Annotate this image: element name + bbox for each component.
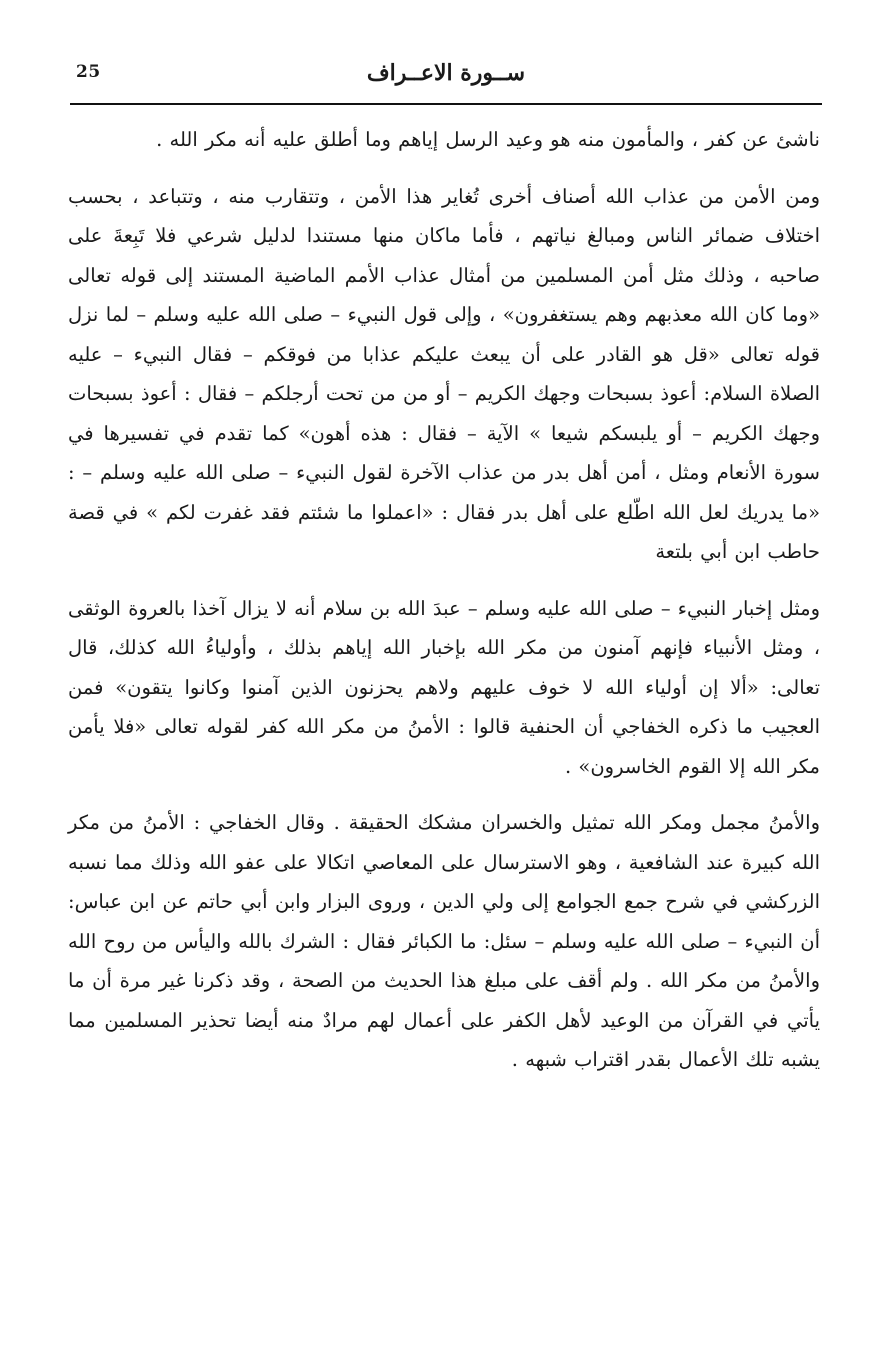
page-number: 25	[76, 62, 101, 82]
paragraph: ومثل إخبار النبيء – صلى الله عليه وسلم – عبدَ الله بن سلام أنه لا يزال آخذا بالعروة الوثقى ، ومثل الأنبياء فإنهم آمنون من مكر الله بإخبار الله إياهم بذلك ، وأولياءُ الله كذلك، قال تعالى: «ألا إن أولياء الله لا خوف عليهم ولاهم يحزنون الذين آمنوا وكانوا يتقون» فمن العجيب ما ذكره الخفاجي أن الحنفية قالوا : الأمنُ من مكر الله كفر لقوله تعالى «فلا يأمن مكر الله إلا القوم الخاسرون» .	[68, 596, 821, 778]
page-body	[68, 120, 820, 1080]
header-divider	[70, 103, 822, 105]
paragraph: والأمنُ مجمل ومكر الله تمثيل والخسران مشكك الحقيقة . وقال الخفاجي : الأمنُ من مكر الله كبيرة عند الشافعية ، وهو الاسترسال على المعاصي اتكالا على عفو الله وذلك مما نسبه الزركشي في شرح جمع الجوامع إلى ولي الدين ، وروى البزار وابن أبي حاتم عن ابن عباس: أن النبيء – صلى الله عليه وسلم – سئل: ما الكبائر فقال : الشرك بالله واليأس من روح الله والأمنُ من مكر الله . ولم أقف على مبلغ هذا الحديث من الصحة ، وقد ذكرنا غير مرة أن ما يأتي في القرآن من الوعيد لأهل الكفر على أعمال لهم مرادٌ منه أيضا تحذير المسلمين مما يشبه تلك الأعمال بقدر اقتراب شبهه .	[68, 811, 820, 1071]
running-title: ســورة الاعــراف	[366, 60, 526, 86]
paragraph: ومن الأمن من عذاب الله أصناف أخرى تُغاير هذا الأمن ، وتتقارب منه ، وتتباعد ، بحسب اختلاف ضمائر الناس ومبالغ نياتهم ، فأما ماكان منها مستندا لدليل شرعي فلا تَبِعةَ على صاحبه ، وذلك مثل أمن المسلمين من أمثال عذاب الأمم الماضية المستند إلى قوله تعالى «وما كان الله معذبهم وهم يستغفرون» ، وإلى قول النبيء – صلى الله عليه وسلم – لما نزل قوله تعالى «قل هو القادر على أن يبعث عليكم عذابا من فوقكم – فقال النبيء – عليه الصلاة السلام: أعوذ بسبحات وجهك الكريم – أو من من تحت أرجلكم – فقال : أعوذ بسبحات وجهك الكريم – أو يلبسكم شيعا » الآية – فقال : هذه أهون» كما تقدم في تفسيرها في سورة الأنعام ومثل ، أمن أهل بدر من عذاب الآخرة لقول النبيء – صلى الله عليه وسلم – : «ما يدريك لعل الله اطّلع على أهل بدر فقال : «اعملوا ما شئتم فقد غفرت لكم » في قصة حاطب ابن أبي بلتعة	[68, 184, 820, 563]
paragraph: ناشئ عن كفر ، والمأمون منه هو وعيد الرسل إياهم وما أطلق عليه أنه مكر الله .	[156, 128, 820, 151]
page-header	[70, 58, 822, 100]
